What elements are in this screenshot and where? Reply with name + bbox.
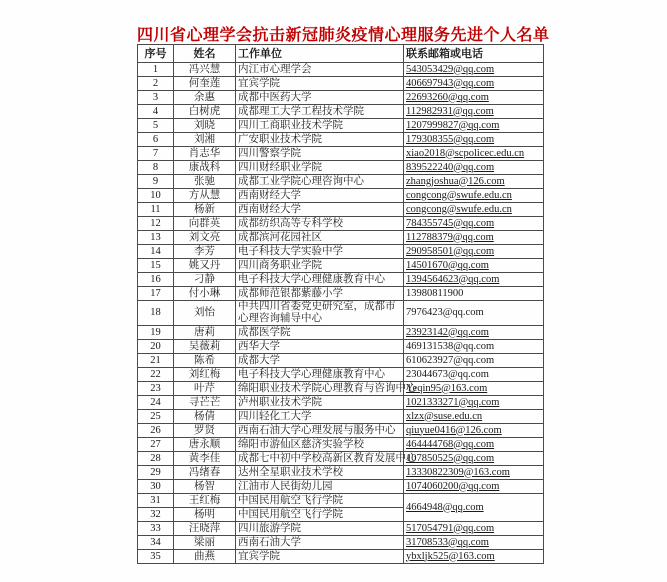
cell-org: 四川旅游学院 <box>236 522 404 536</box>
cell-org: 四川警察学院 <box>236 147 404 161</box>
cell-seq: 18 <box>138 301 174 326</box>
cell-name: 叶芹 <box>174 382 236 396</box>
cell-seq: 22 <box>138 368 174 382</box>
cell-contact: 13980811900 <box>404 287 544 301</box>
table-row <box>138 480 544 494</box>
cell-name: 罗贤 <box>174 424 236 438</box>
cell-seq: 6 <box>138 133 174 147</box>
table-row <box>138 326 544 340</box>
cell-org: 中国民用航空飞行学院 <box>236 508 404 522</box>
cell-contact[interactable]: 112982931@qq.com <box>404 105 544 119</box>
cell-name: 姚又丹 <box>174 259 236 273</box>
cell-seq: 34 <box>138 536 174 550</box>
cell-name: 杨明 <box>174 508 236 522</box>
cell-seq: 24 <box>138 396 174 410</box>
table-row <box>138 161 544 175</box>
cell-contact[interactable]: 1394564623@qq.com <box>404 273 544 287</box>
page-title: 四川省心理学会抗击新冠肺炎疫情心理服务先进个人名单 <box>137 27 550 44</box>
table-row <box>138 466 544 480</box>
cell-contact[interactable]: 14501670@qq.com <box>404 259 544 273</box>
cell-name: 方从慧 <box>174 189 236 203</box>
cell-name: 刘怡 <box>174 301 236 326</box>
table-row <box>138 133 544 147</box>
cell-org: 泸州职业技术学院 <box>236 396 404 410</box>
cell-org: 中共四川省委党史研究室，成都市心理咨询辅导中心 <box>236 301 404 326</box>
cell-org: 电子科技大学心理健康教育中心 <box>236 368 404 382</box>
table-row <box>138 452 544 466</box>
roster-table-body <box>138 63 544 564</box>
cell-seq: 12 <box>138 217 174 231</box>
cell-org: 四川财经职业学院 <box>236 161 404 175</box>
table-row <box>138 396 544 410</box>
table-row <box>138 494 544 508</box>
cell-name: 康战科 <box>174 161 236 175</box>
cell-contact[interactable]: zhangjoshua@126.com <box>404 175 544 189</box>
cell-org: 西南财经大学 <box>236 189 404 203</box>
cell-seq: 16 <box>138 273 174 287</box>
table-row <box>138 245 544 259</box>
cell-contact[interactable]: Yeqin95@163.com <box>404 382 544 396</box>
cell-org: 电子科技大学心理健康教育中心 <box>236 273 404 287</box>
table-row <box>138 77 544 91</box>
cell-contact[interactable]: 179308355@qq.com <box>404 133 544 147</box>
cell-contact[interactable]: 543053429@qq.com <box>404 63 544 77</box>
cell-name: 黄李佳 <box>174 452 236 466</box>
cell-name: 何奎莲 <box>174 77 236 91</box>
cell-contact: 23044673@qq.com <box>404 368 544 382</box>
cell-contact[interactable]: 112788379@qq.com <box>404 231 544 245</box>
cell-contact[interactable]: 290958501@qq.com <box>404 245 544 259</box>
table-row <box>138 105 544 119</box>
cell-org: 四川轻化工大学 <box>236 410 404 424</box>
cell-name: 陈希 <box>174 354 236 368</box>
cell-seq: 28 <box>138 452 174 466</box>
table-row <box>138 231 544 245</box>
cell-org: 宜宾学院 <box>236 550 404 564</box>
cell-contact[interactable]: 23923142@qq.com <box>404 326 544 340</box>
cell-org: 西南财经大学 <box>236 203 404 217</box>
table-row <box>138 147 544 161</box>
cell-org: 成都医学院 <box>236 326 404 340</box>
cell-seq: 31 <box>138 494 174 508</box>
cell-name: 张驰 <box>174 175 236 189</box>
cell-org: 西华大学 <box>236 340 404 354</box>
cell-org: 电子科技大学实验中学 <box>236 245 404 259</box>
cell-contact[interactable]: xlzx@suse.edu.cn <box>404 410 544 424</box>
table-row <box>138 340 544 354</box>
cell-contact[interactable]: qiuyue0416@126.com <box>404 424 544 438</box>
cell-seq: 32 <box>138 508 174 522</box>
cell-name: 冯绪春 <box>174 466 236 480</box>
cell-seq: 23 <box>138 382 174 396</box>
cell-name: 杨智 <box>174 480 236 494</box>
cell-name: 唐莉 <box>174 326 236 340</box>
table-row <box>138 354 544 368</box>
table-row <box>138 382 544 396</box>
cell-name: 向群英 <box>174 217 236 231</box>
cell-seq: 21 <box>138 354 174 368</box>
cell-org: 绵阳市游仙区慈济实验学校 <box>236 438 404 452</box>
table-row <box>138 119 544 133</box>
cell-name: 刁静 <box>174 273 236 287</box>
cell-org: 成都理工大学工程技术学院 <box>236 105 404 119</box>
cell-contact[interactable]: 517054791@qq.com <box>404 522 544 536</box>
header-cell-org: 工作单位 <box>236 45 404 63</box>
cell-name: 杨新 <box>174 203 236 217</box>
roster-table <box>137 44 544 564</box>
cell-org: 绵阳职业技术学院心理教育与咨询中心 <box>236 382 404 396</box>
cell-org: 宜宾学院 <box>236 77 404 91</box>
cell-seq: 3 <box>138 91 174 105</box>
cell-org: 成都中医药大学 <box>236 91 404 105</box>
cell-contact[interactable]: 406697943@qq.com <box>404 77 544 91</box>
cell-seq: 2 <box>138 77 174 91</box>
cell-seq: 33 <box>138 522 174 536</box>
header-row <box>138 45 544 63</box>
table-row <box>138 259 544 273</box>
cell-org: 成都七中初中学校高新区教育发展中心 <box>236 452 404 466</box>
table-row <box>138 550 544 564</box>
table-row <box>138 63 544 77</box>
cell-contact[interactable]: 1207999827@qq.com <box>404 119 544 133</box>
cell-name: 白树虎 <box>174 105 236 119</box>
table-row <box>138 91 544 105</box>
cell-contact[interactable]: 31708533@qq.com <box>404 536 544 550</box>
cell-seq: 1 <box>138 63 174 77</box>
cell-seq: 15 <box>138 259 174 273</box>
header-cell-name: 姓名 <box>174 45 236 63</box>
cell-org: 成都滨河花园社区 <box>236 231 404 245</box>
table-row <box>138 287 544 301</box>
table-row <box>138 536 544 550</box>
cell-name: 肖志华 <box>174 147 236 161</box>
cell-org: 西南石油大学 <box>236 536 404 550</box>
cell-contact: 469131538@qq.com <box>404 340 544 354</box>
table-row <box>138 189 544 203</box>
cell-contact[interactable]: 839522240@qq.com <box>404 161 544 175</box>
table-row <box>138 438 544 452</box>
cell-seq: 25 <box>138 410 174 424</box>
cell-name: 李芳 <box>174 245 236 259</box>
cell-name: 吴薇莉 <box>174 340 236 354</box>
cell-org: 四川商务职业学院 <box>236 259 404 273</box>
cell-name: 刘红梅 <box>174 368 236 382</box>
cell-contact[interactable]: 784355745@qq.com <box>404 217 544 231</box>
cell-org: 四川工商职业技术学院 <box>236 119 404 133</box>
cell-seq: 29 <box>138 466 174 480</box>
cell-contact[interactable]: 4664948@qq.com <box>404 494 544 522</box>
table-row <box>138 522 544 536</box>
cell-seq: 35 <box>138 550 174 564</box>
cell-seq: 26 <box>138 424 174 438</box>
cell-name: 刘文亮 <box>174 231 236 245</box>
cell-name: 唐永顺 <box>174 438 236 452</box>
cell-seq: 27 <box>138 438 174 452</box>
cell-seq: 8 <box>138 161 174 175</box>
cell-seq: 19 <box>138 326 174 340</box>
cell-contact: 7976423@qq.com <box>404 301 544 326</box>
cell-org: 成都大学 <box>236 354 404 368</box>
header-cell-contact: 联系邮箱或电话 <box>404 45 544 63</box>
cell-org: 成都纺织高等专科学校 <box>236 217 404 231</box>
cell-name: 冯兴慧 <box>174 63 236 77</box>
cell-seq: 14 <box>138 245 174 259</box>
cell-org: 达州全星职业技术学校 <box>236 466 404 480</box>
cell-contact[interactable]: 1021333271@qq.com <box>404 396 544 410</box>
cell-seq: 4 <box>138 105 174 119</box>
cell-contact[interactable]: xiao2018@scpolicec.edu.cn <box>404 147 544 161</box>
cell-org: 成都师范银都紫藤小学 <box>236 287 404 301</box>
cell-name: 付小琳 <box>174 287 236 301</box>
cell-seq: 10 <box>138 189 174 203</box>
cell-contact[interactable]: 22693260@qq.com <box>404 91 544 105</box>
cell-name: 刘湘 <box>174 133 236 147</box>
table-row <box>138 410 544 424</box>
cell-org: 江油市人民街幼儿园 <box>236 480 404 494</box>
cell-contact[interactable]: congcong@swufe.edu.cn <box>404 189 544 203</box>
cell-name: 余惠 <box>174 91 236 105</box>
table-row <box>138 203 544 217</box>
cell-seq: 9 <box>138 175 174 189</box>
cell-name: 寻芒芒 <box>174 396 236 410</box>
cell-seq: 30 <box>138 480 174 494</box>
table-row <box>138 175 544 189</box>
cell-contact[interactable]: 13330822309@163.com <box>404 466 544 480</box>
cell-seq: 17 <box>138 287 174 301</box>
cell-org: 西南石油大学心理发展与服务中心 <box>236 424 404 438</box>
cell-contact[interactable]: 1074060200@qq.com <box>404 480 544 494</box>
cell-name: 曲燕 <box>174 550 236 564</box>
header-cell-seq: 序号 <box>138 45 174 63</box>
cell-name: 汪晓萍 <box>174 522 236 536</box>
cell-name: 刘晓 <box>174 119 236 133</box>
cell-contact: 610623927@qq.com <box>404 354 544 368</box>
cell-seq: 20 <box>138 340 174 354</box>
cell-contact[interactable]: 107850525@qq.com <box>404 452 544 466</box>
cell-seq: 5 <box>138 119 174 133</box>
cell-org: 内江市心理学会 <box>236 63 404 77</box>
cell-seq: 13 <box>138 231 174 245</box>
cell-contact[interactable]: ybxljk525@163.com <box>404 550 544 564</box>
table-row <box>138 368 544 382</box>
cell-org: 成都工业学院心理咨询中心 <box>236 175 404 189</box>
cell-contact[interactable]: congcong@swufe.edu.cn <box>404 203 544 217</box>
cell-org: 中国民用航空飞行学院 <box>236 494 404 508</box>
cell-name: 王红梅 <box>174 494 236 508</box>
table-row <box>138 424 544 438</box>
cell-name: 梁丽 <box>174 536 236 550</box>
cell-org: 广安职业技术学院 <box>236 133 404 147</box>
table-row <box>138 217 544 231</box>
cell-seq: 11 <box>138 203 174 217</box>
cell-seq: 7 <box>138 147 174 161</box>
table-row <box>138 273 544 287</box>
table-row <box>138 301 544 326</box>
cell-contact[interactable]: 464444768@qq.com <box>404 438 544 452</box>
cell-name: 杨倩 <box>174 410 236 424</box>
